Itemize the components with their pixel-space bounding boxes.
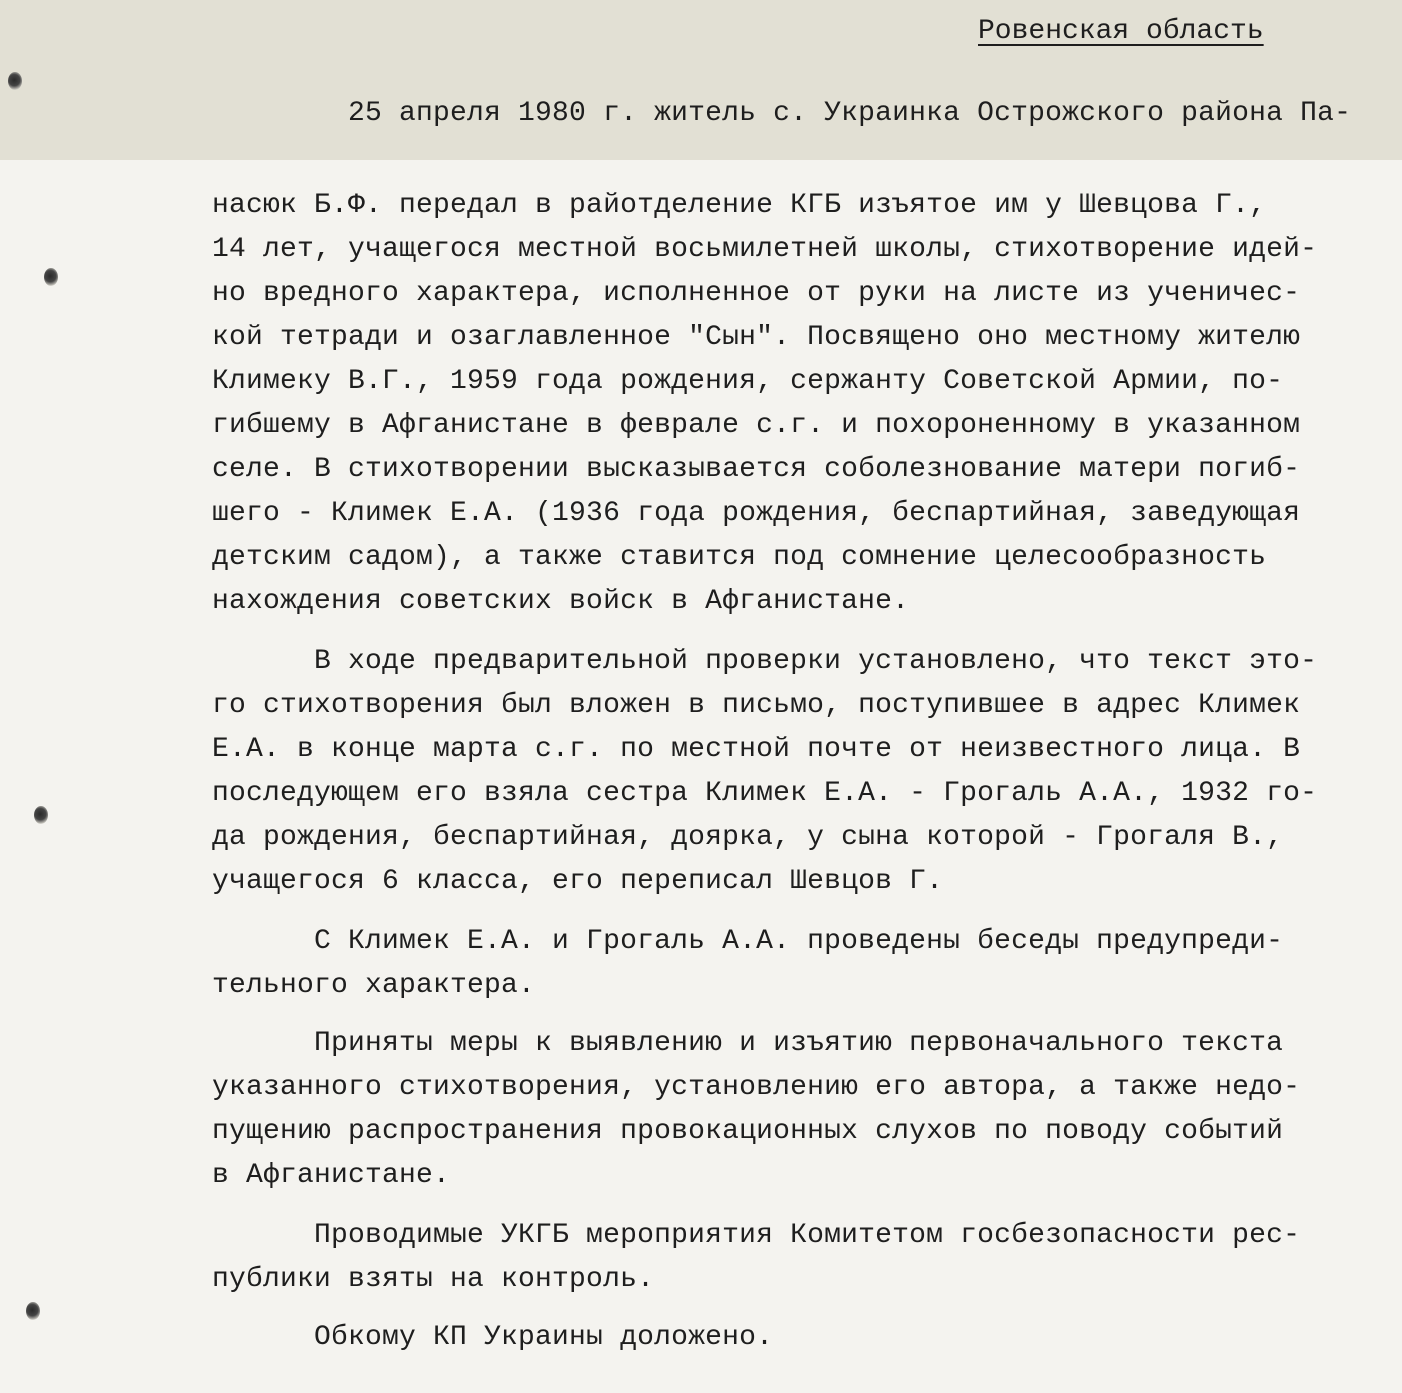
text-line: учащегося 6 класса, его переписал Шевцов Г. (212, 866, 944, 897)
punch-hole (26, 1302, 40, 1320)
text-line: 25 апреля 1980 г. житель с. Украинка Острожского района Па- (212, 98, 1352, 129)
text-line: С Климек Е.А. и Грогаль А.А. проведены беседы предупреди- (212, 926, 1284, 957)
text-line: гибшему в Афганистане в феврале с.г. и похороненному в указанном (212, 410, 1301, 441)
punch-hole (44, 268, 58, 286)
text-line: насюк Б.Ф. передал в райотделение КГБ изъятое им у Шевцова Г., (212, 190, 1267, 221)
text-line: последующем его взяла сестра Климек Е.А. - Грогаль А.А., 1932 го- (212, 778, 1318, 809)
text-line: кой тетради и озаглавленное "Сын". Посвящено оно местному жителю (212, 322, 1301, 353)
punch-hole (34, 806, 48, 824)
text-line: детским садом), а также ставится под сомнение целесообразность (212, 542, 1267, 573)
text-line: но вредного характера, исполненное от руки на листе из ученичес- (212, 278, 1301, 309)
text-line: го стихотворения был вложен в письмо, поступившее в адрес Климек (212, 690, 1301, 721)
text-line: да рождения, беспартийная, доярка, у сына которой - Грогаля В., (212, 822, 1284, 853)
text-line: пущению распространения провокационных слухов по поводу событий (212, 1116, 1284, 1147)
text-line: нахождения советских войск в Афганистане. (212, 586, 910, 617)
text-line: Приняты меры к выявлению и изъятию первоначального текста (212, 1028, 1284, 1059)
text-line: Проводимые УКГБ мероприятия Комитетом госбезопасности рес- (212, 1220, 1301, 1251)
text-line: указанного стихотворения, установлению его автора, а также недо- (212, 1072, 1301, 1103)
text-line: публики взяты на контроль. (212, 1264, 655, 1295)
text-line: 14 лет, учащегося местной восьмилетней школы, стихотворение идей- (212, 234, 1318, 265)
punch-hole (8, 72, 22, 90)
text-line: В ходе предварительной проверки установлено, что текст это- (212, 646, 1318, 677)
text-line: в Афганистане. (212, 1160, 451, 1191)
text-line: Е.А. в конце марта с.г. по местной почте от неизвестного лица. В (212, 734, 1301, 765)
text-line: шего - Климек Е.А. (1936 года рождения, беспартийная, заведующая (212, 498, 1301, 529)
region-heading: Ровенская область (978, 16, 1264, 47)
text-line: тельного характера. (212, 970, 536, 1001)
text-line: селе. В стихотворении высказывается соболезнование матери погиб- (212, 454, 1301, 485)
text-line: Обкому КП Украины доложено. (212, 1322, 774, 1353)
text-line: Климеку В.Г., 1959 года рождения, сержанту Советской Армии, по- (212, 366, 1284, 397)
